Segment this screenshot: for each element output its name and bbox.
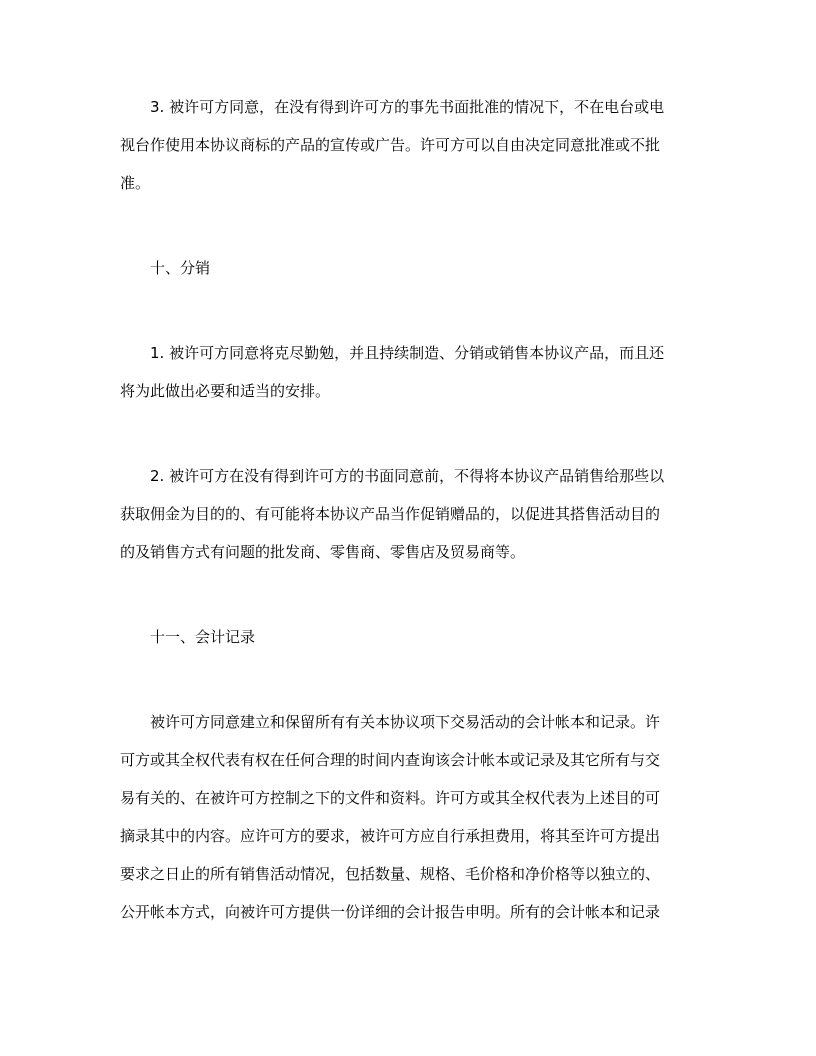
text-line: 将为此做出必要和适当的安排。 bbox=[120, 382, 331, 400]
text-line: 摘录其中的内容。应许可方的要求，被许可方应自行承担费用，将其至许可方提出 bbox=[120, 827, 661, 845]
text-line: 准。 bbox=[120, 174, 151, 192]
text-line: 获取佣金为目的的、有可能将本协议产品当作促销赠品的，以促进其搭售活动目的 bbox=[120, 505, 661, 523]
text-line: 3. 被许可方同意，在没有得到许可方的事先书面批准的情况下，不在电台或电 bbox=[150, 98, 665, 116]
spacer bbox=[120, 287, 702, 334]
text-line: 2. 被许可方在没有得到许可方的书面同意前，不得将本协议产品销售给那些以 bbox=[150, 467, 665, 485]
clause-10-2 bbox=[120, 457, 702, 571]
section-heading-distribution: 十、分销 bbox=[150, 259, 211, 277]
spacer bbox=[120, 410, 702, 457]
document-page bbox=[120, 88, 702, 931]
spacer bbox=[120, 656, 702, 703]
clause-10-1 bbox=[120, 334, 702, 410]
text-line: 视台作使用本协议商标的产品的宣传或广告。许可方可以自由决定同意批准或不批 bbox=[120, 136, 661, 154]
text-line: 可方或其全权代表有权在任何合理的时间内查询该会计帐本或记录及其它所有与交 bbox=[120, 751, 661, 769]
clause-item-3 bbox=[120, 88, 702, 202]
text-line: 要求之日止的所有销售活动情况，包括数量、规格、毛价格和净价格等以独立的、 bbox=[120, 865, 661, 883]
clause-11 bbox=[120, 703, 702, 931]
text-line: 1. 被许可方同意将克尽勤勉，并且持续制造、分销或销售本协议产品，而且还 bbox=[150, 344, 665, 362]
spacer bbox=[120, 571, 702, 618]
section-heading-accounting-records: 十一、会计记录 bbox=[150, 628, 256, 646]
text-line: 易有关的、在被许可方控制之下的文件和资料。许可方或其全权代表为上述目的可 bbox=[120, 789, 661, 807]
text-line: 的及销售方式有问题的批发商、零售商、零售店及贸易商等。 bbox=[120, 543, 526, 561]
spacer bbox=[120, 202, 702, 249]
text-line: 公开帐本方式，向被许可方提供一份详细的会计报告申明。所有的会计帐本和记录 bbox=[120, 903, 661, 921]
text-line: 被许可方同意建立和保留所有有关本协议项下交易活动的会计帐本和记录。许 bbox=[150, 713, 661, 731]
